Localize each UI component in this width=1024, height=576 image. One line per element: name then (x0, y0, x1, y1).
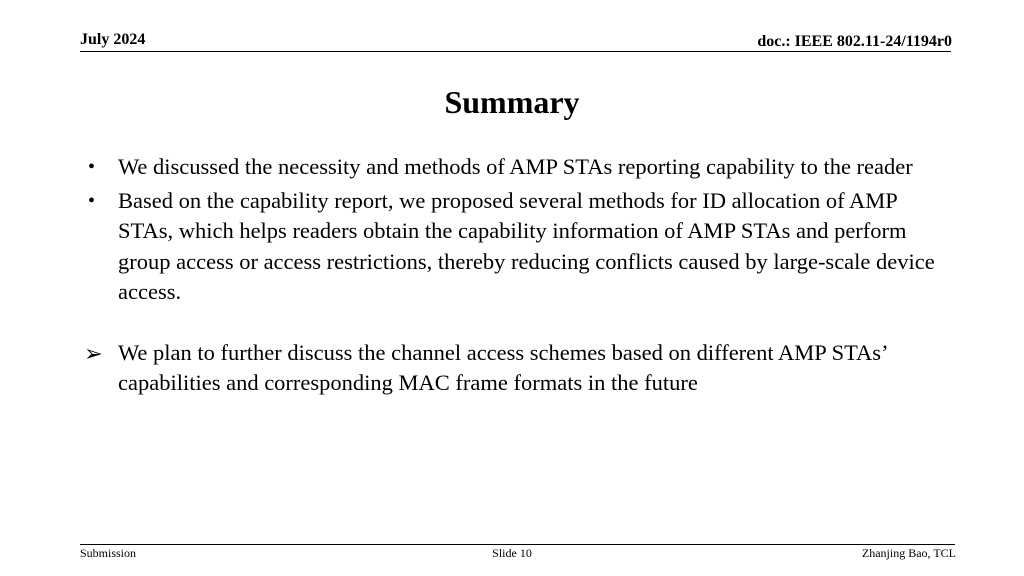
list-item-text: We plan to further discuss the channel access schemes based on different AMP STAs’ capabilities and corresponding MAC frame formats in the future (118, 339, 887, 395)
footer-slide-number: Slide 10 (492, 546, 532, 560)
footer-divider (80, 544, 955, 545)
arrow-bullet-icon: ➢ (84, 340, 103, 366)
list-item (84, 338, 954, 399)
slide-title: Summary (444, 84, 580, 120)
bullet-dot-icon: • (88, 156, 96, 178)
footer-submission: Submission (80, 546, 137, 560)
slide-body (84, 152, 954, 402)
footer-author: Zhanjing Bao, TCL (861, 546, 956, 560)
header-date: July 2024 (80, 31, 146, 48)
list-item-text: We discussed the necessity and methods of AMP STAs reporting capability to the reader (118, 154, 913, 179)
list-item (84, 186, 954, 308)
header-divider (80, 51, 951, 52)
header-doc-id: doc.: IEEE 802.11-24/1194r0 (757, 33, 952, 50)
list-item (84, 152, 954, 183)
bullet-dot-icon: • (88, 189, 96, 212)
list-item-text: Based on the capability report, we proposed several methods for ID allocation of AMP STAs, which helps readers obtain the capability information of AMP STAs and perform group access or access restrictions, thereby reducing conflicts caused by large-scale device access. (118, 187, 935, 304)
